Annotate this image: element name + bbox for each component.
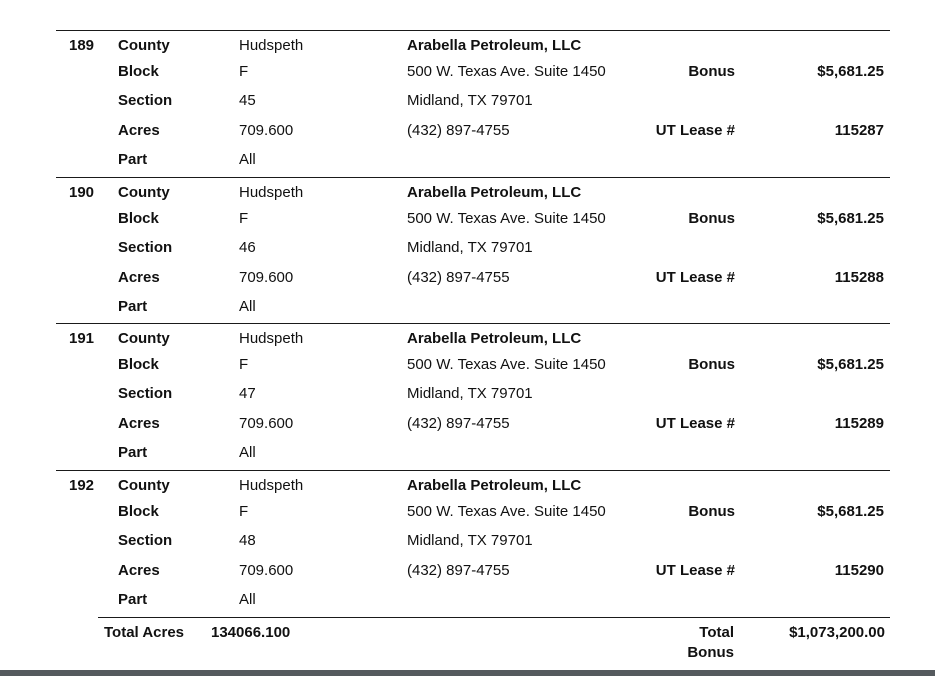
bonus-value: $5,681.25 (817, 63, 884, 80)
section-label: Section (118, 239, 173, 256)
part-label: Part (118, 298, 148, 315)
county-value: Hudspeth (239, 184, 304, 201)
address-line-1: 500 W. Texas Ave. Suite 1450 (407, 503, 606, 520)
acres-value: 709.600 (239, 269, 294, 286)
page-bottom-border (0, 670, 935, 676)
total-acres-label: Total Acres (104, 624, 185, 641)
lease-number: 115288 (834, 269, 884, 286)
bonus-label: Bonus (688, 210, 735, 227)
acres-value: 709.600 (239, 562, 294, 579)
section-label: Section (118, 385, 173, 402)
company-name: Arabella Petroleum, LLC (407, 184, 582, 201)
section-value: 48 (239, 532, 256, 549)
address-line-1: 500 W. Texas Ave. Suite 1450 (407, 63, 606, 80)
acres-label: Acres (118, 415, 160, 432)
county-value: Hudspeth (239, 330, 304, 347)
record-number: 190 (69, 184, 95, 201)
totals-divider (98, 617, 890, 618)
block-value: F (239, 356, 249, 373)
county-label: County (118, 37, 170, 54)
part-label: Part (118, 151, 148, 168)
block-label: Block (118, 356, 159, 373)
address-line-1: 500 W. Texas Ave. Suite 1450 (407, 210, 606, 227)
company-name: Arabella Petroleum, LLC (407, 477, 582, 494)
lease-record (56, 323, 890, 470)
lease-number: 115287 (834, 122, 884, 139)
county-label: County (118, 184, 170, 201)
address-line-2: Midland, TX 79701 (407, 239, 533, 256)
section-value: 47 (239, 385, 256, 402)
address-line-1: 500 W. Texas Ave. Suite 1450 (407, 356, 606, 373)
block-label: Block (118, 503, 159, 520)
bonus-label: Bonus (688, 503, 735, 520)
lease-record (56, 30, 890, 177)
bonus-value: $5,681.25 (817, 356, 884, 373)
part-label: Part (118, 444, 148, 461)
address-line-2: Midland, TX 79701 (407, 385, 533, 402)
section-label: Section (118, 532, 173, 549)
part-value: All (239, 444, 256, 461)
section-value: 45 (239, 92, 256, 109)
total-bonus-label: Total (699, 624, 734, 641)
phone-number: (432) 897-4755 (407, 122, 510, 139)
company-name: Arabella Petroleum, LLC (407, 330, 582, 347)
phone-number: (432) 897-4755 (407, 562, 510, 579)
lease-number: 115289 (834, 415, 884, 432)
lease-label: UT Lease # (655, 269, 735, 286)
lease-label: UT Lease # (655, 562, 735, 579)
part-label: Part (118, 591, 148, 608)
total-bonus-label-line-2: Bonus (687, 644, 734, 661)
block-value: F (239, 63, 249, 80)
part-value: All (239, 591, 256, 608)
record-number: 191 (69, 330, 95, 347)
phone-number: (432) 897-4755 (407, 269, 510, 286)
phone-number: (432) 897-4755 (407, 415, 510, 432)
lease-record (56, 470, 890, 617)
acres-value: 709.600 (239, 415, 294, 432)
part-value: All (239, 298, 256, 315)
total-acres-value: 134066.100 (211, 624, 291, 641)
bonus-label: Bonus (688, 356, 735, 373)
acres-value: 709.600 (239, 122, 294, 139)
address-line-2: Midland, TX 79701 (407, 532, 533, 549)
county-label: County (118, 477, 170, 494)
bonus-value: $5,681.25 (817, 503, 884, 520)
record-number: 192 (69, 477, 95, 494)
section-value: 46 (239, 239, 256, 256)
county-label: County (118, 330, 170, 347)
record-number: 189 (69, 37, 95, 54)
lease-record (56, 177, 890, 324)
lease-label: UT Lease # (655, 122, 735, 139)
acres-label: Acres (118, 562, 160, 579)
county-value: Hudspeth (239, 477, 304, 494)
lease-number: 115290 (834, 562, 884, 579)
block-value: F (239, 503, 249, 520)
acres-label: Acres (118, 269, 160, 286)
company-name: Arabella Petroleum, LLC (407, 37, 582, 54)
lease-label: UT Lease # (655, 415, 735, 432)
bonus-label: Bonus (688, 63, 735, 80)
acres-label: Acres (118, 122, 160, 139)
section-label: Section (118, 92, 173, 109)
county-value: Hudspeth (239, 37, 304, 54)
block-label: Block (118, 63, 159, 80)
part-value: All (239, 151, 256, 168)
total-bonus-value: $1,073,200.00 (789, 624, 885, 641)
block-label: Block (118, 210, 159, 227)
block-value: F (239, 210, 249, 227)
address-line-2: Midland, TX 79701 (407, 92, 533, 109)
bonus-value: $5,681.25 (817, 210, 884, 227)
